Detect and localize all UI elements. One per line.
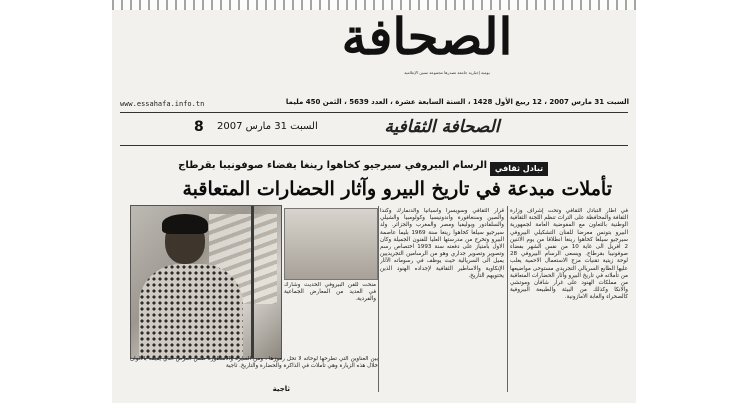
article-column-right: في اطار التبادل الثقافي وتحت إشراف وزارة الثقافة والمحافظة على التراث تنظم اللجنة الثقافية الوطنية بالتعاون مع المفوضية العامة لجمهورية البيرو بتونس معرضا للفنان التشكيلي البيروفي سيرجيو سيلغا كخاهوا رينغا انطلاقا من يوم الاثنين 2 افريل الى غاية 10 من نفس الشهر بفضاء صوفونيبا بقرطاج. ويسعى الرسام البيروفي 28 لوحة زيتية تقنيات مزج الاستعمال الاحمية يغلب عليها الطابع السريالي التجريدي مستوحى مواضيعها من تأملاته في تاريخ البيرو وآثار الحضارات المتعاقبة من مملكات الهنود على غرار شافان وموتشي والانكا وكذلك من البيئة والطبيعة البيروفية كالصحراء والغابة الامازونية. bbox=[510, 208, 628, 301]
section-rule bbox=[120, 145, 628, 146]
author-signature: ثاجية bbox=[272, 385, 290, 393]
section-logo: الصحافة الثقافية bbox=[384, 117, 500, 137]
artist-hair bbox=[162, 214, 208, 234]
article-bottom-text: بين العناوين التي تطرحها لوحاته لا تحل رموزها ، ومن السيرة والاسطورة ضمن العرض الذي يقيمه بالالوان خلال هذه الزيارة وهي تأملات في الذاكرة والحضارة والتاريخ. ثاجية bbox=[130, 356, 378, 370]
masthead-tagline: يومية إخبارية جامعة تصدرها مجموعة سنين الإعلامية bbox=[404, 70, 490, 75]
article-headline: تأملات مبدعة في تاريخ البيرو وآثار الحضارات المتعاقبة bbox=[182, 178, 612, 200]
masthead-title: الصحافة bbox=[341, 7, 513, 66]
issue-info-line: السبت 31 مارس 2007 ، 12 ربيع الأول 1428 ، السنة السابعة عشرة ، العدد 5639 ، الثمن 450 مليما bbox=[285, 98, 629, 106]
inset-photo bbox=[284, 208, 378, 280]
article-column-left: منحت للفن البيروفي الحديث وشارك في العديد من المعارض الجماعية والفردية. bbox=[284, 282, 376, 303]
column-divider bbox=[378, 206, 379, 392]
article-kicker: تبادل ثقافي bbox=[490, 162, 548, 176]
newspaper-scan bbox=[112, 0, 636, 403]
artist-shirt bbox=[139, 264, 243, 359]
masthead-rule bbox=[120, 112, 628, 113]
article-column-middle: قرار الثقافي وسويسرا واسبانيا والدنمارك وكندا والصين وسنغافورة واندونيسيا وكولومبيا والشيلي والسلفادور وبوليفيا ومصر والمغرب والجزائر. ولد سيرجيو سيلغا كخاهوا رينغا سنة 1969 بليما عاصمة البيرو وتخرج من مدرستها العليا للفنون الجميلة وكان الاول بامتياز على دفعته سنة 1993 اختصاص رسم وتصوير وتصوير جداري وهو من الرسامين التجريديين يميل الى السريالية حيث يوظف في رسوماته الآثار الإنكاوية والاساطير الثقافية لإجداده الهنود الذين يحتويهم التاريخ. bbox=[380, 208, 504, 279]
website-url: www.essahafa.info.tn bbox=[120, 100, 205, 108]
page-date: السبت 31 مارس 2007 bbox=[217, 121, 318, 132]
artist-photo bbox=[130, 205, 282, 359]
article-subtitle: الرسام البيروفي سيرجيو كخاهوا رينغا بفضاء صوفونيبا بقرطاج bbox=[178, 160, 487, 171]
page-number: 8 bbox=[194, 119, 204, 135]
easel-frame bbox=[251, 206, 254, 358]
column-divider bbox=[507, 206, 508, 392]
